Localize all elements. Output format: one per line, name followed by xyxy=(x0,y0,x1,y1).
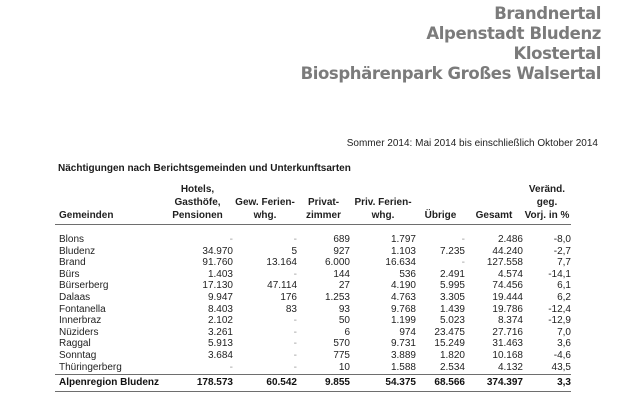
cell-priv-ferienwhg: 536 xyxy=(399,268,416,280)
table-row xyxy=(55,257,571,269)
cell-total-hotels: 178.573 xyxy=(162,375,233,392)
table-row xyxy=(55,350,571,362)
cell-gew-ferienwhg: - xyxy=(293,361,297,373)
cell-veraenderung: 7,0 xyxy=(557,326,571,338)
cell-veraenderung: -14,1 xyxy=(548,268,571,280)
cell-gesamt: 4.574 xyxy=(497,268,523,280)
cell-hotels: 8.403 xyxy=(207,303,233,315)
cell-hotels: - xyxy=(229,234,233,245)
cell-gemeinde: Raggal xyxy=(59,338,91,350)
cell-priv-ferienwhg: 3.889 xyxy=(390,349,416,361)
cell-total-uebrige: 68.566 xyxy=(416,375,465,392)
total-row xyxy=(55,375,571,392)
header-veraenderung: Veränd. geg. Vorj. in % xyxy=(523,183,571,225)
cell-privatzimmer: 1.253 xyxy=(324,291,350,303)
cell-gesamt: 27.716 xyxy=(492,326,523,338)
table-title: Nächtigungen nach Berichtsgemeinden und Unterkunftsarten xyxy=(58,163,351,174)
cell-gemeinde: Sonntag xyxy=(59,349,97,361)
cell-veraenderung: -2,7 xyxy=(553,245,571,257)
table-row xyxy=(55,246,571,258)
table-row xyxy=(55,269,571,281)
header-priv-ferienwhg: Priv. Ferien- whg. xyxy=(350,183,416,225)
cell-hotels: 1.403 xyxy=(207,268,233,280)
cell-gemeinde: Bludenz xyxy=(59,245,96,257)
cell-gesamt: 74.456 xyxy=(492,280,523,292)
brand-line-klostertal: Klostertal xyxy=(513,44,601,63)
cell-privatzimmer: 689 xyxy=(333,234,350,245)
header-gesamt: Gesamt xyxy=(465,183,523,225)
cell-gemeinde: Bürserberg xyxy=(59,280,109,292)
cell-uebrige: - xyxy=(461,257,465,269)
table-row xyxy=(55,280,571,292)
brand-line-biosphaerenpark: Biosphärenpark Großes Walsertal xyxy=(300,64,601,83)
brand-line-alpenstadt-bludenz: Alpenstadt Bludenz xyxy=(426,24,601,43)
cell-gesamt: 2.486 xyxy=(497,234,523,245)
cell-hotels: 3.684 xyxy=(207,349,233,361)
table-row xyxy=(55,315,571,327)
cell-gemeinde: Thüringerberg xyxy=(59,361,122,373)
cell-gesamt: 31.463 xyxy=(492,338,523,350)
cell-uebrige: 5.023 xyxy=(439,315,465,327)
cell-uebrige: 7.235 xyxy=(439,245,465,257)
cell-veraenderung: 3,6 xyxy=(557,338,571,350)
cell-privatzimmer: 927 xyxy=(333,245,350,257)
header-privatzimmer: Privat- zimmer xyxy=(297,183,350,225)
cell-uebrige: 2.534 xyxy=(439,361,465,373)
cell-region-name: Alpenregion Bludenz xyxy=(55,375,162,392)
cell-priv-ferienwhg: 1.103 xyxy=(390,245,416,257)
cell-uebrige: 1.820 xyxy=(439,349,465,361)
cell-priv-ferienwhg: 9.731 xyxy=(390,338,416,350)
table-row xyxy=(55,362,571,375)
cell-privatzimmer: 10 xyxy=(338,361,350,373)
cell-priv-ferienwhg: 974 xyxy=(399,326,416,338)
cell-gesamt: 19.444 xyxy=(492,291,523,303)
cell-gemeinde: Brand xyxy=(59,257,86,269)
cell-veraenderung: -12,9 xyxy=(548,315,571,327)
cell-gew-ferienwhg: - xyxy=(293,326,297,338)
table-row xyxy=(55,327,571,339)
cell-veraenderung: -8,0 xyxy=(553,234,571,245)
cell-hotels: 9.947 xyxy=(207,291,233,303)
cell-privatzimmer: 570 xyxy=(333,338,350,350)
cell-veraenderung: 43,5 xyxy=(551,361,571,373)
table-row xyxy=(55,338,571,350)
cell-gesamt: 10.168 xyxy=(492,349,523,361)
cell-priv-ferienwhg: 1.797 xyxy=(390,234,416,245)
overnight-stays-table xyxy=(55,183,571,392)
brand-line-brandnertal: Brandnertal xyxy=(494,4,601,23)
header-gemeinden: Gemeinden xyxy=(55,183,162,225)
cell-gesamt: 4.132 xyxy=(497,361,523,373)
cell-priv-ferienwhg: 9.768 xyxy=(390,303,416,315)
cell-hotels: 91.760 xyxy=(202,257,233,269)
cell-veraenderung: -12,4 xyxy=(548,303,571,315)
cell-uebrige: 5.995 xyxy=(439,280,465,292)
cell-privatzimmer: 6.000 xyxy=(324,257,350,269)
cell-gew-ferienwhg: 176 xyxy=(280,291,297,303)
cell-veraenderung: -4,6 xyxy=(553,349,571,361)
cell-veraenderung: 7,7 xyxy=(557,257,571,269)
cell-gew-ferienwhg: - xyxy=(293,315,297,327)
cell-uebrige: 1.439 xyxy=(439,303,465,315)
cell-priv-ferienwhg: 4.190 xyxy=(390,280,416,292)
cell-hotels: - xyxy=(229,361,233,373)
period-subtitle: Sommer 2014: Mai 2014 bis einschließlich Oktober 2014 xyxy=(346,138,598,149)
cell-uebrige: 3.305 xyxy=(439,291,465,303)
cell-privatzimmer: 775 xyxy=(333,349,350,361)
spacer-row xyxy=(55,225,571,235)
cell-gew-ferienwhg: 83 xyxy=(285,303,297,315)
table-row xyxy=(55,304,571,316)
cell-hotels: 17.130 xyxy=(202,280,233,292)
cell-hotels: 2.102 xyxy=(207,315,233,327)
table-header-row xyxy=(55,183,571,225)
table-row xyxy=(55,292,571,304)
cell-total-gew-ferienwhg: 60.542 xyxy=(233,375,297,392)
cell-gemeinde: Dalaas xyxy=(59,291,91,303)
cell-privatzimmer: 93 xyxy=(338,303,350,315)
header-gew-ferienwhg: Gew. Ferien- whg. xyxy=(233,183,297,225)
cell-gemeinde: Nüziders xyxy=(59,326,99,338)
cell-hotels: 5.913 xyxy=(207,338,233,350)
cell-privatzimmer: 50 xyxy=(338,315,350,327)
cell-gew-ferienwhg: 47.114 xyxy=(267,280,297,292)
cell-gesamt: 44.240 xyxy=(492,245,523,257)
cell-gesamt: 127.558 xyxy=(486,257,523,269)
cell-uebrige: 15.249 xyxy=(434,338,465,350)
cell-gesamt: 19.786 xyxy=(492,303,523,315)
cell-priv-ferienwhg: 1.199 xyxy=(390,315,416,327)
cell-total-priv-ferienwhg: 54.375 xyxy=(350,375,416,392)
cell-veraenderung: 6,2 xyxy=(557,291,571,303)
cell-hotels: 34.970 xyxy=(202,245,233,257)
cell-privatzimmer: 144 xyxy=(333,268,350,280)
cell-uebrige: - xyxy=(461,234,465,245)
region-brand-block xyxy=(301,4,601,84)
cell-total-privatzimmer: 9.855 xyxy=(297,375,350,392)
cell-privatzimmer: 27 xyxy=(338,280,350,292)
cell-gew-ferienwhg: - xyxy=(293,338,297,350)
cell-hotels: 3.261 xyxy=(207,326,233,338)
table-row xyxy=(55,234,571,246)
cell-priv-ferienwhg: 4.763 xyxy=(390,291,416,303)
header-hotels: Hotels, Gasthöfe, Pensionen xyxy=(162,183,233,225)
cell-priv-ferienwhg: 1.588 xyxy=(390,361,416,373)
cell-gew-ferienwhg: - xyxy=(293,349,297,361)
cell-total-gesamt: 374.397 xyxy=(465,375,523,392)
cell-gew-ferienwhg: - xyxy=(293,234,297,245)
header-uebrige: Übrige xyxy=(416,183,465,225)
cell-uebrige: 2.491 xyxy=(439,268,465,280)
cell-veraenderung: 6,1 xyxy=(557,280,571,292)
cell-gemeinde: Blons xyxy=(59,234,85,245)
cell-privatzimmer: 6 xyxy=(344,326,350,338)
cell-gew-ferienwhg: 5 xyxy=(291,245,297,257)
cell-gew-ferienwhg: 13.164 xyxy=(266,257,297,269)
cell-gemeinde: Innerbraz xyxy=(59,315,102,327)
cell-total-veraenderung: 3,3 xyxy=(523,375,571,392)
cell-uebrige: 23.475 xyxy=(434,326,465,338)
cell-gemeinde: Fontanella xyxy=(59,303,106,315)
cell-gew-ferienwhg: - xyxy=(293,268,297,280)
cell-priv-ferienwhg: 16.634 xyxy=(385,257,416,269)
cell-gemeinde: Bürs xyxy=(59,268,80,280)
cell-gesamt: 8.374 xyxy=(497,315,523,327)
